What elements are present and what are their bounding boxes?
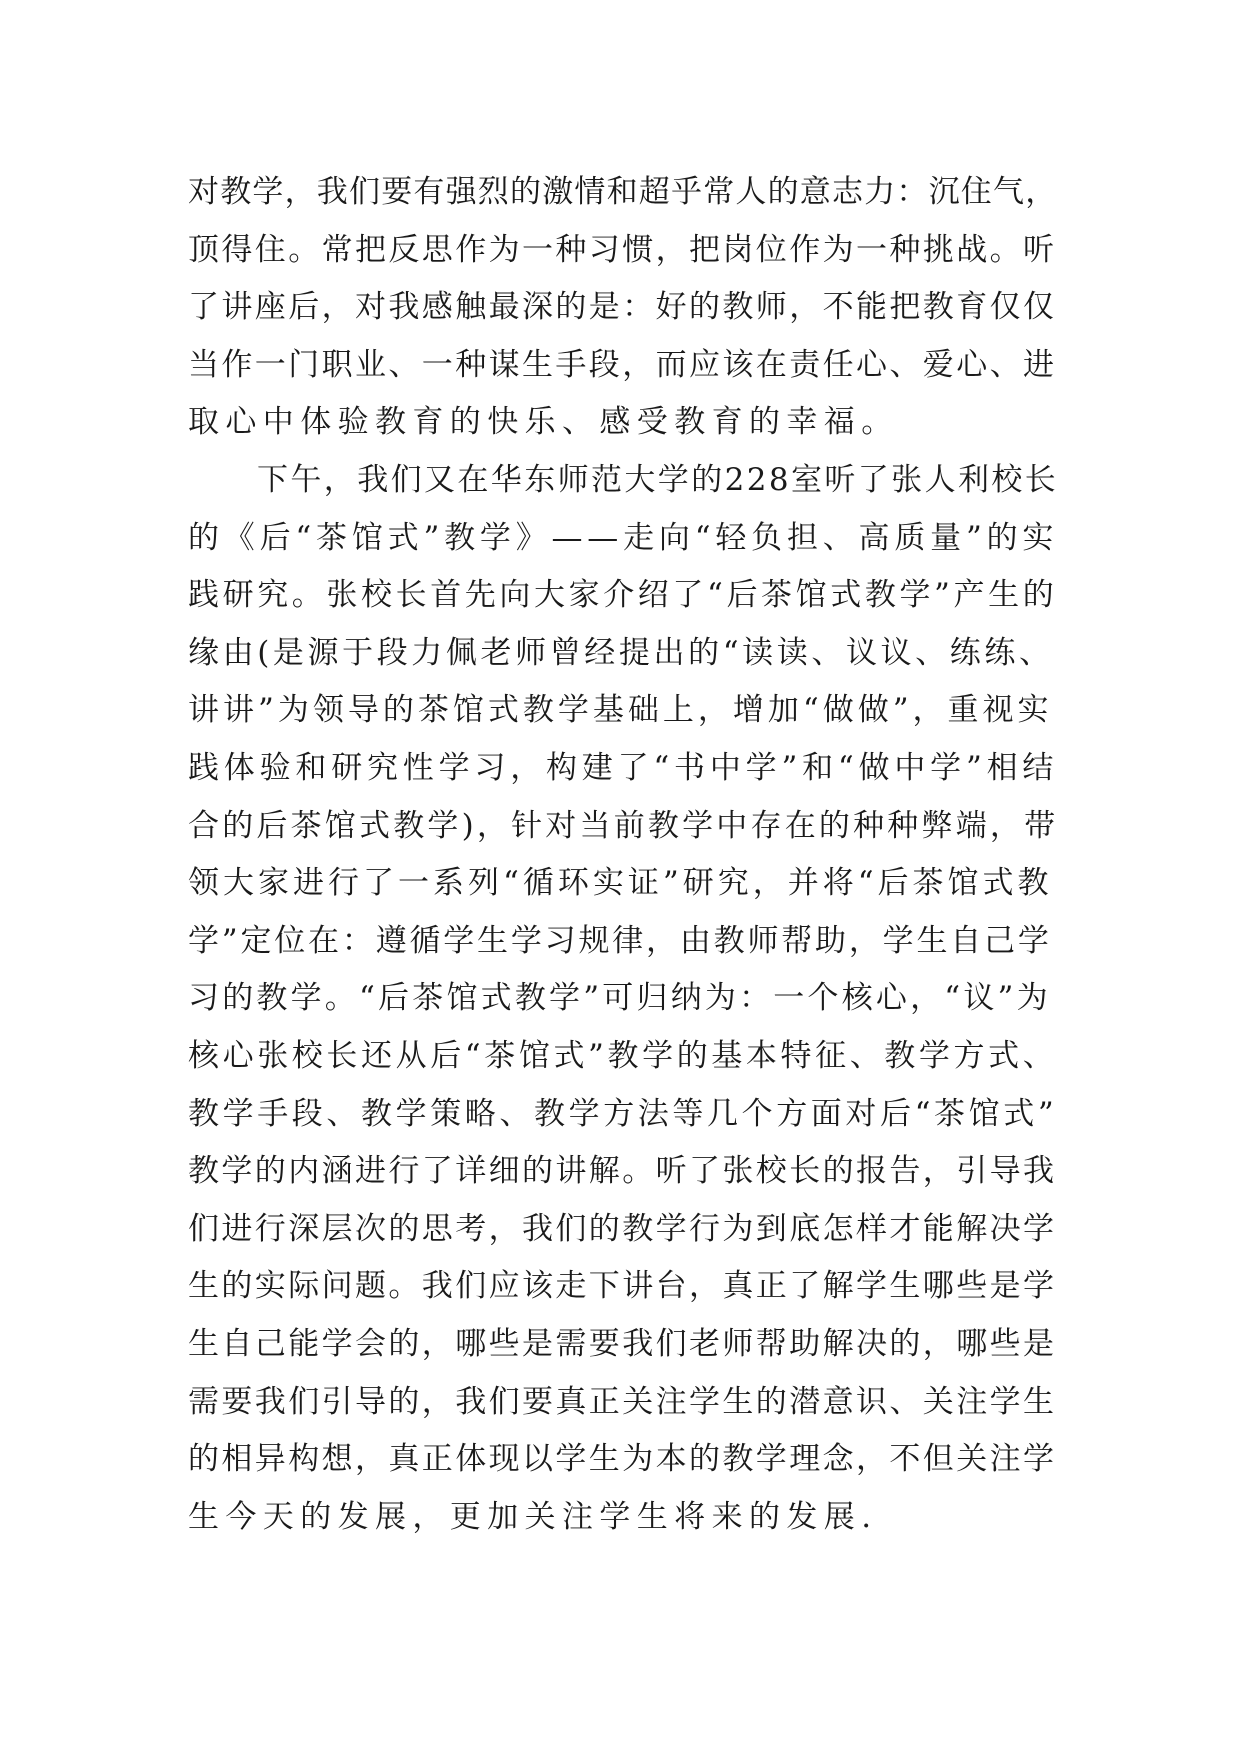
text-line: 领大家进行了一系列“循环实证”研究，并将“后茶馆式教: [188, 865, 1053, 901]
text-line: 缘由(是源于段力佩老师曾经提出的“读读、议议、练练、: [188, 635, 1054, 671]
text-line: 生今天的发展，更加关注学生将来的发展.: [188, 1499, 878, 1535]
text-line: 讲讲”为领导的茶馆式教学基础上，增加“做做”，重视实: [188, 692, 1053, 728]
text-line: 习的教学。“后茶馆式教学”可归纳为：一个核心，“议”为: [188, 980, 1051, 1016]
text-line: 的《后“茶馆式”教学》——走向“轻负担、高质量”的实: [188, 520, 1059, 556]
text-line: 生的实际问题。我们应该走下讲台，真正了解学生哪些是学: [188, 1268, 1057, 1304]
text-line: 当作一门职业、一种谋生手段，而应该在责任心、爱心、进: [188, 347, 1057, 383]
text-line: 核心张校长还从后“茶馆式”教学的基本特征、教学方式、: [188, 1038, 1058, 1074]
text-line: 合的后茶馆式教学)，针对当前教学中存在的种种弊端，带: [188, 808, 1059, 844]
text-line: 需要我们引导的，我们要真正关注学生的潜意识、关注学生: [188, 1384, 1057, 1420]
text-line: 了讲座后，对我感触最深的是：好的教师，不能把教育仅仅: [188, 289, 1057, 325]
text-line: 顶得住。常把反思作为一种习惯，把岗位作为一种挑战。听: [188, 232, 1057, 268]
text-line: 下午，我们又在华东师范大学的228室听了张人利校长: [257, 462, 1059, 498]
text-line: 教学手段、教学策略、教学方法等几个方面对后“茶馆式”: [188, 1096, 1058, 1132]
text-line: 们进行深层次的思考，我们的教学行为到底怎样才能解决学: [188, 1211, 1057, 1247]
text-line: 践体验和研究性学习，构建了“书中学”和“做中学”相结: [188, 750, 1059, 786]
text-line: 学”定位在：遵循学生学习规律，由教师帮助，学生自己学: [188, 923, 1052, 959]
text-line: 的相异构想，真正体现以学生为本的教学理念，不但关注学: [188, 1441, 1057, 1477]
text-line: 践研究。张校长首先向大家介绍了“后茶馆式教学”产生的: [188, 577, 1058, 613]
text-line: 生自己能学会的，哪些是需要我们老师帮助解决的，哪些是: [188, 1326, 1057, 1362]
text-line: 取心中体验教育的快乐、感受教育的幸福。: [188, 404, 899, 440]
text-line: 教学的内涵进行了详细的讲解。听了张校长的报告，引导我: [188, 1153, 1057, 1189]
text-line: 对教学，我们要有强烈的激情和超乎常人的意志力：沉住气，: [188, 174, 1058, 210]
